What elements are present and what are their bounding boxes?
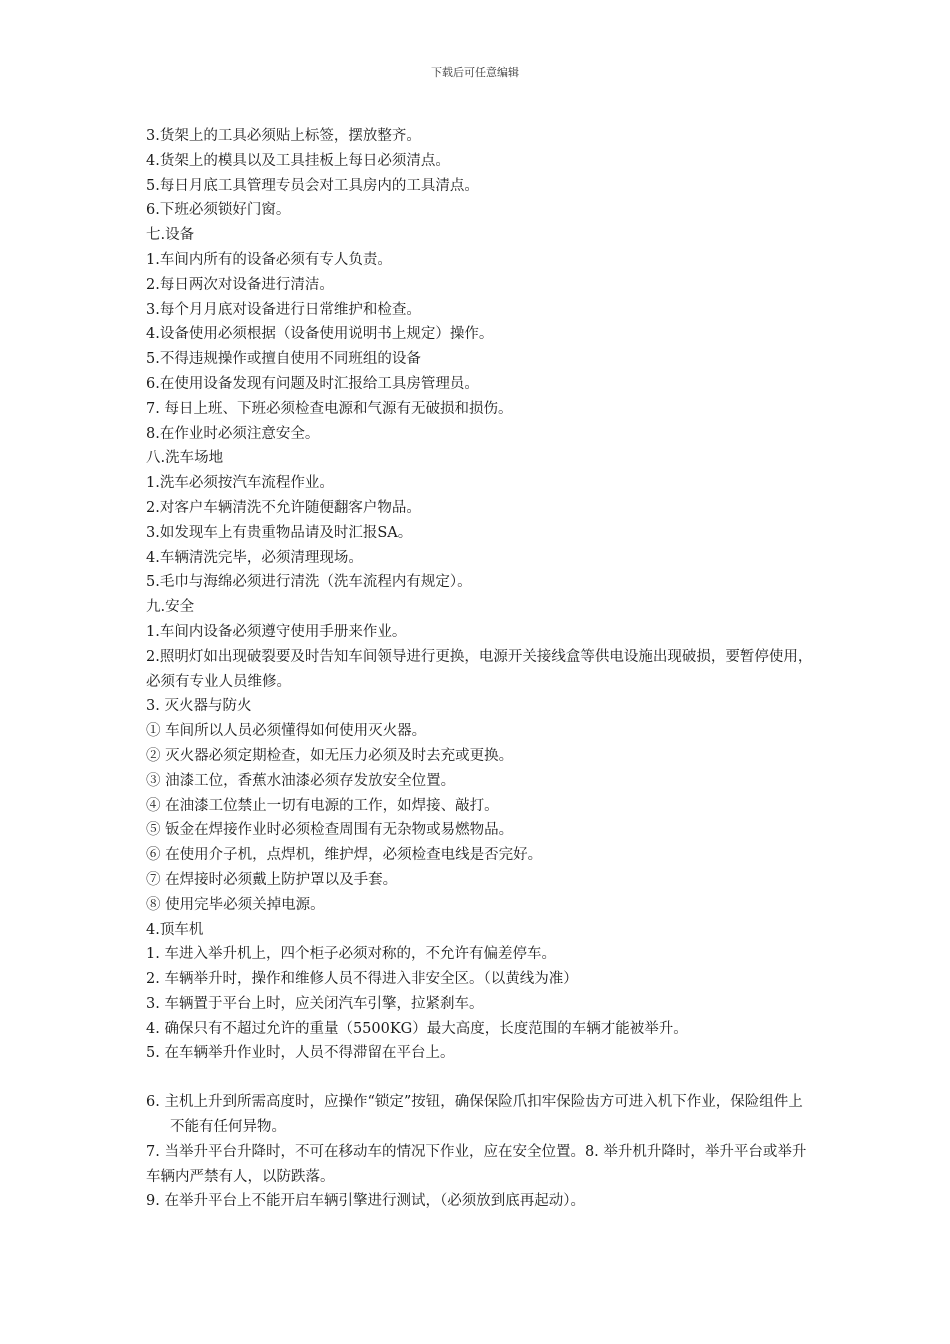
text-line: 4. 确保只有不超过允许的重量（5500KG）最大高度，长度范围的车辆才能被举升。 bbox=[146, 1020, 688, 1037]
text-line: 8.在作业时必须注意安全。 bbox=[146, 425, 320, 442]
text-line: ⑤ 钣金在焊接作业时必须检查周围有无杂物或易燃物品。 bbox=[146, 822, 514, 839]
text-line: 3. 车辆置于平台上时，应关闭汽车引擎，拉紧刹车。 bbox=[146, 995, 484, 1012]
text-paragraph: 2.照明灯如出现破裂要及时告知车间领导进行更换，电源开关接线盒等供电设施出现破损，要暂停使用，必须有专业人员维修。 bbox=[146, 648, 813, 690]
section-heading-car-wash: 八.洗车场地 bbox=[146, 450, 224, 467]
text-line: 9. 在举升平台上不能开启车辆引擎进行测试，（必须放到底再起动）。 bbox=[146, 1193, 585, 1210]
text-line: 5.每日月底工具管理专员会对工具房内的工具清点。 bbox=[146, 177, 479, 194]
text-line: ① 车间所以人员必须懂得如何使用灭火器。 bbox=[146, 723, 427, 740]
text-line: 4.车辆清洗完毕，必须清理现场。 bbox=[146, 549, 363, 566]
text-line: ⑦ 在焊接时必须戴上防护罩以及手套。 bbox=[146, 871, 398, 888]
text-line: 2.对客户车辆清洗不允许随便翻客户物品。 bbox=[146, 499, 421, 516]
text-line: 1.洗车必须按汽车流程作业。 bbox=[146, 475, 334, 492]
text-line: 4.设备使用必须根据（设备使用说明书上规定）操作。 bbox=[146, 326, 494, 343]
text-line: ③ 油漆工位，香蕉水油漆必须存发放安全位置。 bbox=[146, 772, 456, 789]
page-header-note: 下载后可任意编辑 bbox=[431, 66, 519, 79]
text-line: 2.每日两次对设备进行清洁。 bbox=[146, 276, 334, 293]
text-line: 1.车间内设备必须遵守使用手册来作业。 bbox=[146, 623, 407, 640]
text-line: ⑥ 在使用介子机，点焊机，维护焊，必须检查电线是否完好。 bbox=[146, 847, 543, 864]
text-line: 5.不得违规操作或擅自使用不同班组的设备 bbox=[146, 351, 421, 368]
subsection-heading-lift: 4.顶车机 bbox=[146, 921, 204, 938]
text-line: 1. 车进入举升机上，四个柜子必须对称的，不允许有偏差停车。 bbox=[146, 946, 556, 963]
text-line: 3.如发现车上有贵重物品请及时汇报SA。 bbox=[146, 524, 413, 541]
section-heading-equipment: 七.设备 bbox=[146, 227, 195, 244]
text-line: 7. 每日上班、下班必须检查电源和气源有无破损和损伤。 bbox=[146, 400, 513, 417]
section-heading-safety: 九.安全 bbox=[146, 599, 195, 616]
document-body bbox=[146, 124, 816, 1214]
text-line: ④ 在油漆工位禁止一切有电源的工作，如焊接、敲打。 bbox=[146, 797, 499, 814]
text-line: 2. 车辆举升时，操作和维修人员不得进入非安全区。（以黄线为准） bbox=[146, 971, 578, 988]
text-line: 1.车间内所有的设备必须有专人负责。 bbox=[146, 251, 392, 268]
text-line: ② 灭火器必须定期检查，如无压力必须及时去充或更换。 bbox=[146, 747, 514, 764]
text-line: 5. 在车辆举升作业时，人员不得滞留在平台上。 bbox=[146, 1045, 455, 1062]
text-line: 3.货架上的工具必须贴上标签，摆放整齐。 bbox=[146, 128, 421, 144]
text-line: 3.每个月月底对设备进行日常维护和检查。 bbox=[146, 301, 421, 318]
subsection-heading-fire: 3. 灭火器与防火 bbox=[146, 698, 252, 715]
text-line: 6.下班必须锁好门窗。 bbox=[146, 202, 291, 219]
text-paragraph: 6. 主机上升到所需高度时，应操作“锁定”按钮，确保保险爪扣牢保险齿方可进入机下作业，保险组件上不能有任何异物。 bbox=[146, 1094, 803, 1136]
text-line: 6.在使用设备发现有问题及时汇报给工具房管理员。 bbox=[146, 375, 479, 392]
text-line: 4.货架上的模具以及工具挂板上每日必须清点。 bbox=[146, 152, 450, 169]
text-paragraph: 7. 当举升平台升降时，不可在移动车的情况下作业，应在安全位置。8. 举升机升降时，举升平台或举升车辆内严禁有人，以防跌落。 bbox=[146, 1143, 807, 1185]
text-line: ⑧ 使用完毕必须关掉电源。 bbox=[146, 896, 325, 913]
text-line: 5.毛巾与海绵必须进行清洗（洗车流程内有规定）。 bbox=[146, 574, 472, 591]
blank-gap bbox=[146, 1066, 816, 1090]
